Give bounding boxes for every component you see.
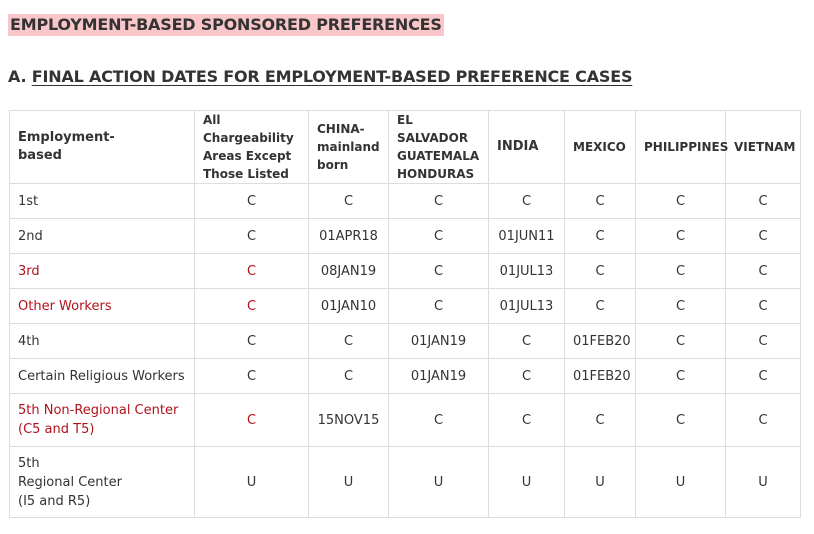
column-header-employment-based: Employment- based bbox=[10, 111, 195, 184]
table-cell: C bbox=[565, 219, 636, 254]
column-header-china: CHINA- mainland born bbox=[309, 111, 389, 184]
table-cell: 01JAN10 bbox=[309, 289, 389, 324]
table-cell: C bbox=[195, 359, 309, 394]
table-cell: C bbox=[565, 394, 636, 447]
table-cell: 01JAN19 bbox=[389, 359, 489, 394]
table-cell: C bbox=[195, 184, 309, 219]
table-row bbox=[10, 254, 801, 289]
table-cell: C bbox=[489, 184, 565, 219]
table-cell: 01FEB20 bbox=[565, 324, 636, 359]
table-cell: U bbox=[636, 447, 726, 518]
table-cell: C bbox=[726, 359, 801, 394]
table-cell: 15NOV15 bbox=[309, 394, 389, 447]
table-cell: C bbox=[565, 184, 636, 219]
table-cell: 01JUL13 bbox=[489, 254, 565, 289]
row-category: Other Workers bbox=[10, 289, 195, 324]
table-header-row bbox=[10, 111, 801, 184]
table-cell: U bbox=[565, 447, 636, 518]
subheading bbox=[8, 67, 632, 87]
table-cell: 01JUL13 bbox=[489, 289, 565, 324]
table-cell: 01JUN11 bbox=[489, 219, 565, 254]
table-row bbox=[10, 184, 801, 219]
subheading-text: FINAL ACTION DATES FOR EMPLOYMENT-BASED PREFERENCE CASES bbox=[31, 67, 633, 86]
column-header-philippines: PHILIPPINES bbox=[636, 111, 726, 184]
table-cell: C bbox=[726, 289, 801, 324]
table-cell: C bbox=[636, 324, 726, 359]
table-row bbox=[10, 324, 801, 359]
table-row bbox=[10, 289, 801, 324]
table-cell: C bbox=[489, 359, 565, 394]
table-cell: U bbox=[309, 447, 389, 518]
row-category: 5th Regional Center (I5 and R5) bbox=[10, 447, 195, 518]
table-cell: 01APR18 bbox=[309, 219, 389, 254]
table-cell: C bbox=[636, 219, 726, 254]
table-cell: C bbox=[309, 324, 389, 359]
table-row bbox=[10, 447, 801, 518]
table-cell: C bbox=[489, 394, 565, 447]
table-cell: C bbox=[195, 394, 309, 447]
table-cell: C bbox=[195, 289, 309, 324]
table-cell: C bbox=[726, 394, 801, 447]
row-category: 3rd bbox=[10, 254, 195, 289]
table-cell: U bbox=[489, 447, 565, 518]
table-cell: C bbox=[389, 254, 489, 289]
row-category: Certain Religious Workers bbox=[10, 359, 195, 394]
section-title: EMPLOYMENT-BASED SPONSORED PREFERENCES bbox=[10, 15, 442, 34]
final-action-dates-table bbox=[9, 110, 801, 518]
table-cell: C bbox=[726, 184, 801, 219]
column-header-mexico: MEXICO bbox=[565, 111, 636, 184]
table-cell: C bbox=[389, 219, 489, 254]
table-cell: C bbox=[636, 394, 726, 447]
table-cell: C bbox=[489, 324, 565, 359]
table-row bbox=[10, 359, 801, 394]
table-row bbox=[10, 394, 801, 447]
table-cell: C bbox=[195, 254, 309, 289]
column-header-all-chargeability: All Chargeability Areas Except Those Listed bbox=[195, 111, 309, 184]
row-category: 1st bbox=[10, 184, 195, 219]
table-cell: C bbox=[389, 394, 489, 447]
row-category: 2nd bbox=[10, 219, 195, 254]
table-cell: C bbox=[636, 359, 726, 394]
row-category: 5th Non-Regional Center (C5 and T5) bbox=[10, 394, 195, 447]
table-cell: C bbox=[565, 254, 636, 289]
table-cell: C bbox=[726, 254, 801, 289]
subheading-prefix: A. bbox=[8, 67, 32, 86]
table-cell: C bbox=[195, 324, 309, 359]
table-row bbox=[10, 219, 801, 254]
row-category: 4th bbox=[10, 324, 195, 359]
column-header-india: INDIA bbox=[489, 111, 565, 184]
table-cell: C bbox=[636, 184, 726, 219]
table-cell: C bbox=[636, 254, 726, 289]
table-cell: 01FEB20 bbox=[565, 359, 636, 394]
table-cell: U bbox=[195, 447, 309, 518]
column-header-el-salvador: EL SALVADOR GUATEMALA HONDURAS bbox=[389, 111, 489, 184]
table-cell: U bbox=[726, 447, 801, 518]
table-cell: C bbox=[726, 324, 801, 359]
table-cell: C bbox=[636, 289, 726, 324]
table-cell: 01JAN19 bbox=[389, 324, 489, 359]
table-cell: C bbox=[726, 219, 801, 254]
column-header-vietnam: VIETNAM bbox=[726, 111, 801, 184]
table-cell: U bbox=[389, 447, 489, 518]
table-cell: C bbox=[195, 219, 309, 254]
table-cell: C bbox=[309, 359, 389, 394]
table-cell: C bbox=[389, 289, 489, 324]
table-cell: C bbox=[309, 184, 389, 219]
table-cell: C bbox=[565, 289, 636, 324]
table-cell: 08JAN19 bbox=[309, 254, 389, 289]
table-cell: C bbox=[389, 184, 489, 219]
